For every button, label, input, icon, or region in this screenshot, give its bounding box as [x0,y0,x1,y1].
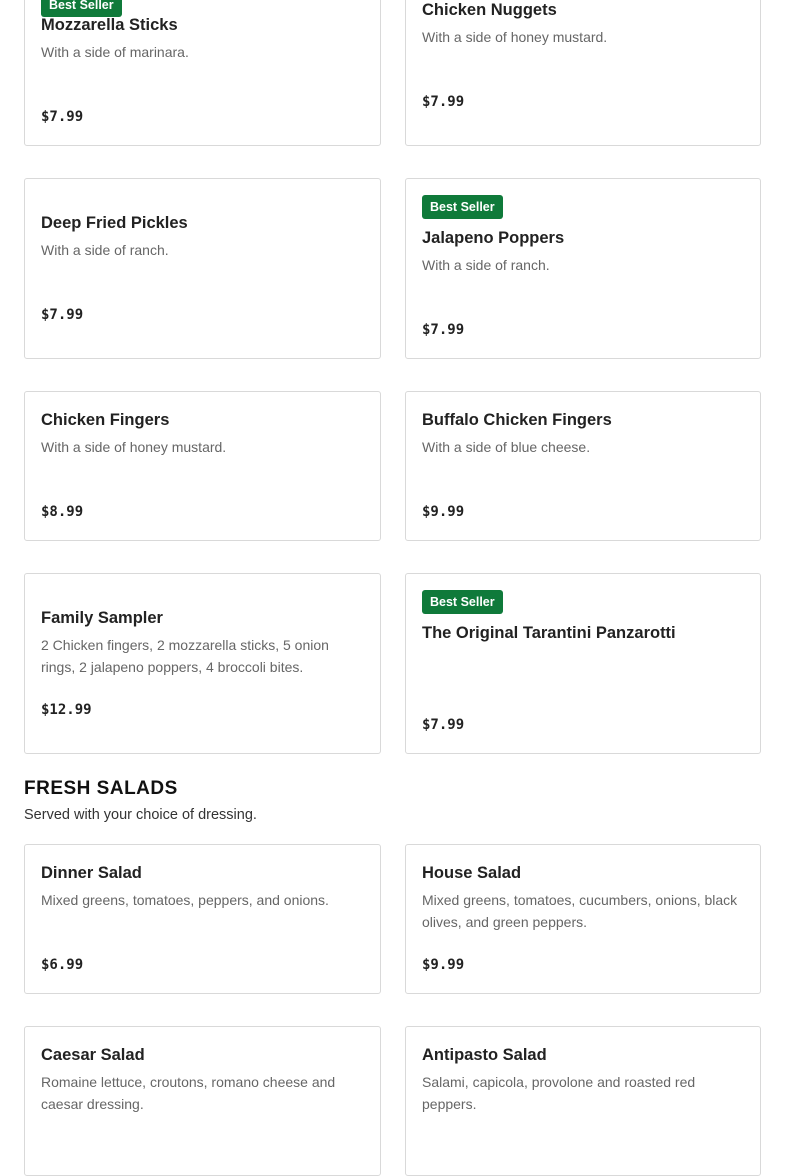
menu-item-card[interactable] [24,1026,381,1176]
section-title: FRESH SALADS [24,778,178,799]
item-description: With a side of honey mustard. [422,29,608,45]
item-name: Family Sampler [41,609,163,627]
item-price: $7.99 [422,322,465,338]
item-description: With a side of marinara. [41,44,189,60]
item-name: Antipasto Salad [422,1046,547,1064]
item-description: Romaine lettuce, croutons, romano cheese and caesar dressing. [41,1074,336,1112]
item-name: Chicken Nuggets [422,1,557,19]
menu-item-card[interactable] [24,844,381,994]
menu-item-card[interactable] [405,178,761,359]
item-name: Chicken Fingers [41,411,170,429]
item-description: Mixed greens, tomatoes, peppers, and onions. [41,892,329,908]
item-description: With a side of blue cheese. [422,439,591,455]
item-description: Mixed greens, tomatoes, cucumbers, onions, black olives, and green peppers. [422,892,738,930]
best-seller-badge: Best Seller [422,195,503,219]
menu-item-card[interactable] [405,573,761,754]
item-price: $7.99 [41,307,84,323]
menu-item-card[interactable] [405,391,761,541]
menu-item-card[interactable] [405,0,761,146]
item-name: Jalapeno Poppers [422,229,565,247]
section-subtitle: Served with your choice of dressing. [24,807,257,823]
item-price: $7.99 [422,717,465,733]
item-description: Salami, capicola, provolone and roasted red peppers. [422,1074,696,1112]
item-description: 2 Chicken fingers, 2 mozzarella sticks, 5 onion rings, 2 jalapeno poppers, 4 broccoli bites. [41,637,329,675]
item-description: With a side of honey mustard. [41,439,227,455]
item-price: $9.99 [422,504,465,520]
menu-item-card[interactable] [24,178,381,359]
item-name: Mozzarella Sticks [41,16,178,34]
item-price: $7.99 [41,109,84,125]
menu-item-card[interactable] [405,844,761,994]
menu-item-card[interactable] [24,0,381,146]
item-description: With a side of ranch. [41,242,169,258]
item-price: $12.99 [41,702,92,718]
menu-item-card[interactable] [405,1026,761,1176]
menu-item-card[interactable] [24,573,381,754]
item-price: $6.99 [41,957,84,973]
item-name: Caesar Salad [41,1046,145,1064]
item-name: Buffalo Chicken Fingers [422,411,612,429]
item-name: Deep Fried Pickles [41,214,188,232]
item-description: With a side of ranch. [422,257,550,273]
best-seller-badge: Best Seller [41,0,122,17]
item-name: Dinner Salad [41,864,142,882]
item-price: $7.99 [422,94,465,110]
item-name: House Salad [422,864,522,882]
item-name: The Original Tarantini Panzarotti [422,624,676,642]
best-seller-badge: Best Seller [422,590,503,614]
item-price: $8.99 [41,504,84,520]
item-price: $9.99 [422,957,465,973]
menu-item-card[interactable] [24,391,381,541]
